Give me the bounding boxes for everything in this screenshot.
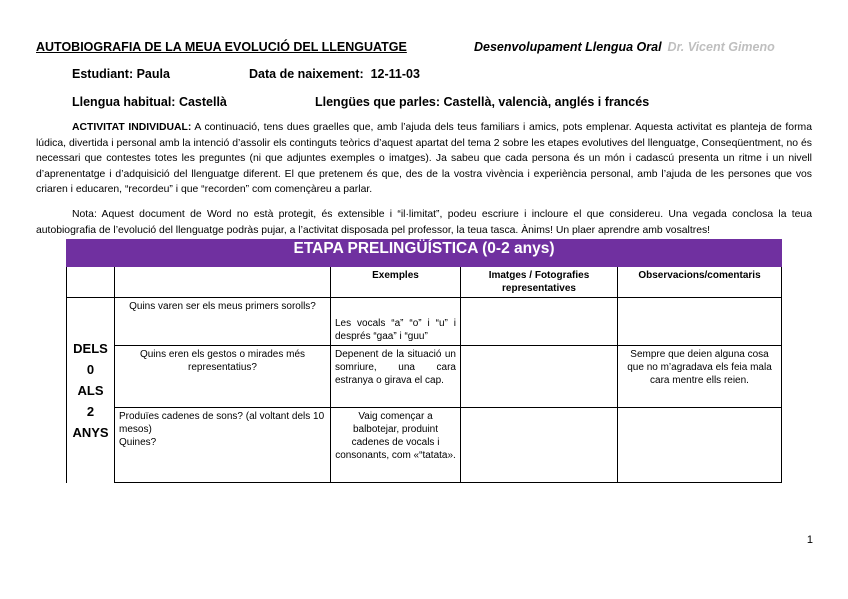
prelinguistic-stage-table [66, 239, 781, 483]
stage-label-line: ALS [77, 382, 104, 398]
observation-cell[interactable]: Sempre que deien alguna cosa que no m’agradava els feia mala cara mentre ells reien. [618, 346, 782, 408]
column-header-examples: Exemples [331, 267, 461, 298]
example-cell[interactable]: Les vocals “a” “o” i “u” i després “gaa” i “guu” [331, 298, 461, 346]
stage-label-line: ANYS [72, 424, 109, 440]
question-cell[interactable]: Quins eren els gestos o mirades més representatius? [115, 346, 331, 408]
stage-header-cell [67, 267, 115, 298]
birth-date-label: Data de naixement: [249, 67, 364, 81]
course-header [474, 40, 775, 54]
birth-date-value: 12-11-03 [370, 67, 420, 81]
note-paragraph [36, 207, 812, 238]
activity-label: ACTIVITAT INDIVIDUAL: [72, 122, 192, 133]
observation-cell[interactable] [618, 408, 782, 483]
stage-label-line: 2 [86, 403, 95, 419]
table-row [67, 298, 782, 346]
observation-cell[interactable] [618, 298, 782, 346]
table-row [67, 346, 782, 408]
languages-spoken: Llengües que parles: Castellà, valencià, anglés i francés [315, 95, 650, 109]
question-line: Produïes cadenes de sons? (al voltant dels 10 mesos) [119, 411, 325, 435]
table-row [67, 408, 782, 483]
image-cell[interactable] [461, 408, 618, 483]
image-cell[interactable] [461, 298, 618, 346]
stage-label-line: DELS [73, 340, 108, 356]
note-text: Nota: Aquest document de Word no està protegit, és extensible i “il·limitat”, podeu escriure i incloure el que considereu. Una vegada conclosa la teua autobiografia de l’evolució del llenguatge podràs pujar, a l’activitat disposada pel professor, la teua tasca. Ànims! Un plaer aprendre amb vosaltres! [36, 209, 812, 236]
table-title: ETAPA PRELINGÜÍSTICA (0-2 anys) [67, 240, 782, 267]
document-title: AUTOBIOGRAFIA DE LA MEUA EVOLUCIÓ DEL LLENGUATGE [36, 40, 407, 54]
example-cell[interactable]: Vaig començar a balbotejar, produint cadenes de vocals i consonants, com «“tatata». [331, 408, 461, 483]
activity-paragraph [36, 120, 812, 198]
activity-text: A continuació, tens dues graelles que, amb l’ajuda dels teus familiars i amics, pots emplenar. Aquesta activitat es planteja de forma lúdica, divertida i personal amb la intenció d’assolir els continguts teòrics d’aquest apartat del tema 2 sobre les etapes evolutives del llenguatge, Conseqüentment, no és necessari que contestes totes les preguntes (ni que adjuntes exemples o imatges). Ja sabeu que cada persona és un món i cadascú presenta un ritme i un nivell d’aprenentatge i d’adquisició del llenguatge diferent. El que pretenem és que, des de la vostra vivència i experiència personal, amb l’ajuda de les persones que vos criaren i educaren, “recordeu” i que “recorden” com començàreu a parlar. [36, 122, 812, 195]
native-language: Llengua habitual: Castellà [72, 95, 227, 109]
column-header-images: Imatges / Fotografies representatives [461, 267, 618, 298]
image-cell[interactable] [461, 346, 618, 408]
stage-label [67, 298, 115, 483]
question-header-cell [115, 267, 331, 298]
birth-date-field [249, 67, 420, 81]
example-cell[interactable]: Depenent de la situació un somriure, una cara estranya o girava el cap. [331, 346, 461, 408]
page-number: 1 [806, 534, 813, 546]
question-cell[interactable] [115, 408, 331, 483]
course-name: Desenvolupament Llengua Oral [474, 40, 662, 54]
stage-label-line: 0 [86, 361, 95, 377]
question-cell[interactable]: Quins varen ser els meus primers sorolls? [115, 298, 331, 346]
author-name: Dr. Vicent Gimeno [667, 40, 775, 54]
column-header-observations: Observacions/comentaris [618, 267, 782, 298]
student-name: Estudiant: Paula [72, 67, 170, 81]
question-line: Quines? [119, 437, 157, 448]
